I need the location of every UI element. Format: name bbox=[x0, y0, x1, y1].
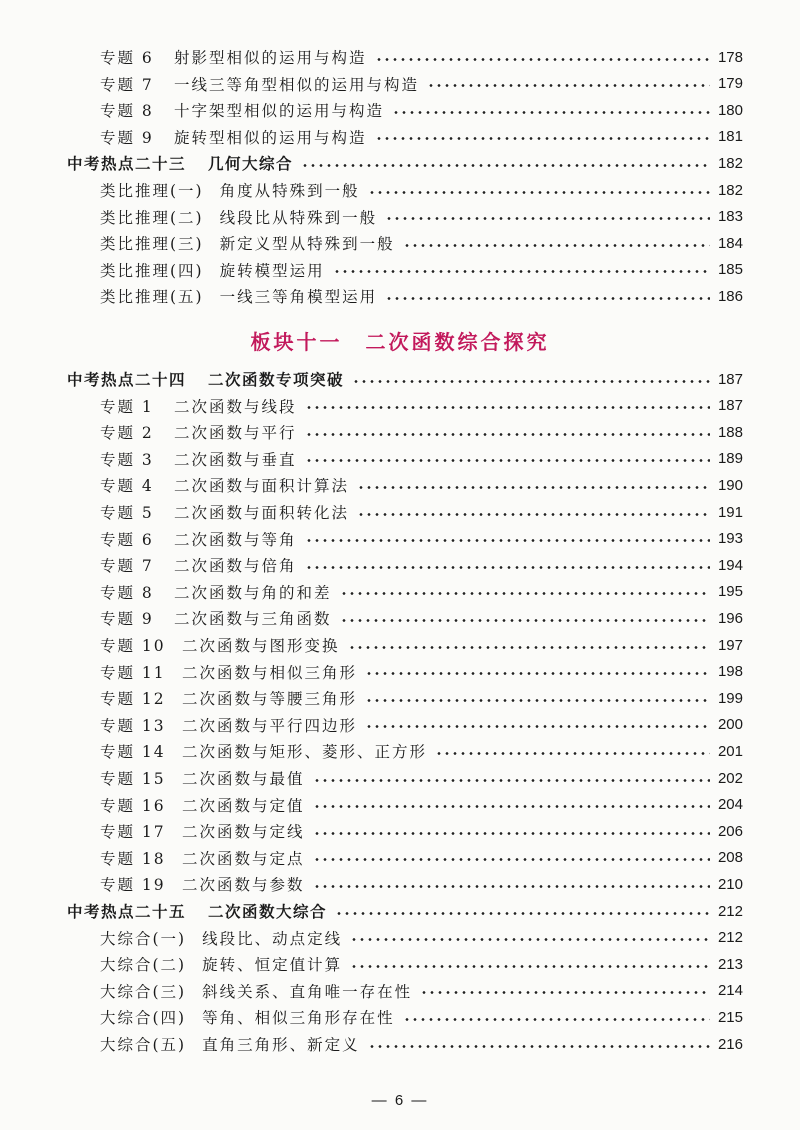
toc-entry bbox=[100, 527, 743, 551]
toc-entry-label: 专题 1 bbox=[100, 397, 154, 416]
toc-entry-page-number: 188 bbox=[717, 423, 743, 441]
toc-entry bbox=[100, 1032, 743, 1056]
toc-entry-label: 中考热点二十三 bbox=[67, 154, 187, 174]
toc-entry-page-number: 189 bbox=[717, 450, 743, 468]
toc-entry-page-number: 198 bbox=[717, 663, 743, 681]
toc-entry-title: 二次函数与图形变换 bbox=[182, 637, 340, 655]
toc-entry-page-number: 197 bbox=[717, 636, 743, 654]
dot-leader bbox=[340, 592, 710, 595]
dot-leader bbox=[403, 244, 710, 247]
toc-entry-page-number: 195 bbox=[717, 583, 743, 601]
toc-entry-title: 二次函数与线段 bbox=[174, 397, 297, 416]
toc-entry-label: 专题 18 bbox=[100, 849, 166, 868]
toc-entry-title: 二次函数与角的和差 bbox=[174, 583, 332, 602]
toc-entry bbox=[100, 473, 743, 497]
dot-leader bbox=[335, 912, 710, 915]
toc-entry-page-number: 196 bbox=[717, 609, 743, 627]
dot-leader bbox=[305, 539, 710, 542]
toc-entry-label: 大综合(四) bbox=[100, 1009, 187, 1028]
toc-entry-label: 专题 19 bbox=[100, 876, 166, 895]
toc-entry bbox=[100, 500, 743, 524]
toc-section-heading bbox=[67, 151, 743, 175]
toc-entry bbox=[100, 394, 743, 418]
toc-entry-page-number: 206 bbox=[717, 822, 743, 840]
toc-entry-page-number: 181 bbox=[717, 128, 743, 146]
dot-leader bbox=[305, 566, 710, 569]
toc-entry-label: 专题 4 bbox=[100, 477, 154, 496]
toc-entry-label: 专题 2 bbox=[100, 424, 154, 443]
toc-entry-title: 二次函数大综合 bbox=[208, 902, 328, 921]
toc-entry-label: 大综合(三) bbox=[100, 982, 187, 1001]
toc-entry bbox=[100, 284, 743, 308]
toc-entry-page-number: 194 bbox=[717, 556, 743, 574]
toc-entry-title: 二次函数与平行四边形 bbox=[182, 716, 358, 735]
toc-entry-label: 中考热点二十四 bbox=[67, 370, 187, 389]
toc-entry-page-number: 187 bbox=[717, 397, 743, 415]
toc-entry-page-number: 179 bbox=[717, 75, 743, 93]
toc-entry-title: 旋转模型运用 bbox=[219, 261, 325, 280]
toc-entry bbox=[100, 447, 743, 471]
dot-leader bbox=[305, 406, 710, 409]
toc-entry bbox=[100, 979, 743, 1003]
toc-entry-page-number: 187 bbox=[717, 370, 743, 388]
toc-entry-label: 专题 11 bbox=[100, 663, 166, 682]
toc-entry-title: 线段比从特殊到一般 bbox=[219, 208, 378, 227]
toc-entry-label: 大综合(二) bbox=[100, 956, 187, 975]
dot-leader bbox=[305, 459, 710, 462]
toc-section-heading bbox=[67, 899, 743, 923]
dot-leader bbox=[352, 380, 710, 383]
toc-entry-title: 射影型相似的运用与构造 bbox=[174, 49, 367, 67]
toc-entry bbox=[100, 926, 743, 950]
toc-entry-page-number: 213 bbox=[717, 955, 743, 973]
toc-entry-label: 专题 9 bbox=[100, 610, 154, 629]
toc-entry bbox=[100, 793, 743, 817]
toc-entry-title: 新定义型从特殊到一般 bbox=[219, 235, 395, 254]
block-title: 板块十一 二次函数综合探究 bbox=[250, 330, 550, 354]
toc-entry-title: 直角三角形、新定义 bbox=[202, 1036, 360, 1054]
toc-entry bbox=[100, 98, 743, 122]
dot-leader bbox=[365, 725, 710, 728]
toc-entry-page-number: 178 bbox=[717, 48, 743, 66]
toc-entry bbox=[100, 1005, 743, 1029]
toc-entry-title: 二次函数与定点 bbox=[182, 849, 305, 868]
dot-leader bbox=[392, 111, 710, 114]
dot-leader bbox=[427, 84, 710, 87]
dot-leader bbox=[305, 433, 710, 436]
dot-leader bbox=[340, 619, 710, 622]
toc-entry bbox=[100, 606, 743, 630]
toc-entry bbox=[100, 553, 743, 577]
toc-entry-page-number: 215 bbox=[717, 1008, 743, 1026]
dot-leader bbox=[375, 137, 710, 140]
toc-entry-title: 二次函数专项突破 bbox=[208, 370, 345, 389]
toc-section-heading bbox=[67, 367, 743, 391]
dot-leader bbox=[365, 672, 710, 675]
toc-entry-title: 二次函数与参数 bbox=[182, 876, 305, 895]
toc-entry-label: 专题 10 bbox=[100, 637, 166, 655]
toc-entry-label: 大综合(五) bbox=[100, 1036, 187, 1054]
toc-entry-label: 专题 15 bbox=[100, 770, 166, 788]
toc-entry-label: 专题 12 bbox=[100, 690, 166, 709]
toc-entry-title: 二次函数与定线 bbox=[182, 823, 305, 842]
dot-leader bbox=[385, 217, 710, 220]
toc-entry-label: 专题 3 bbox=[100, 450, 154, 469]
toc-entry-label: 专题 6 bbox=[100, 49, 154, 67]
toc-entry-label: 类比推理(五) bbox=[100, 288, 204, 307]
toc-entry-title: 二次函数与垂直 bbox=[174, 450, 297, 469]
toc-entry bbox=[100, 420, 743, 444]
toc-entry-label: 专题 7 bbox=[100, 75, 154, 94]
toc-entry-label: 专题 8 bbox=[100, 102, 154, 121]
toc-entry-page-number: 216 bbox=[717, 1035, 743, 1053]
toc-entry-page-number: 183 bbox=[717, 208, 743, 226]
dot-leader bbox=[313, 885, 710, 888]
dot-leader bbox=[350, 965, 710, 968]
toc-entry-page-number: 193 bbox=[717, 530, 743, 548]
toc-entry-page-number: 191 bbox=[717, 503, 743, 521]
toc-entry-page-number: 201 bbox=[717, 742, 743, 760]
toc-entry-label: 专题 8 bbox=[100, 583, 154, 602]
toc-entry-page-number: 204 bbox=[717, 796, 743, 814]
toc-entry-title: 线段比、动点定线 bbox=[202, 929, 343, 948]
toc-entry bbox=[100, 872, 743, 896]
toc-entry-page-number: 210 bbox=[717, 875, 743, 893]
toc-entry-title: 旋转型相似的运用与构造 bbox=[174, 128, 367, 147]
toc-entry-page-number: 180 bbox=[717, 101, 743, 119]
dot-leader bbox=[313, 858, 710, 861]
page-number-footer: — 6 — bbox=[371, 1092, 429, 1109]
toc-entry-title: 几何大综合 bbox=[208, 154, 294, 174]
toc-entry-label: 专题 5 bbox=[100, 504, 154, 522]
toc-entry-label: 专题 16 bbox=[100, 796, 166, 815]
toc-entry-title: 二次函数与面积转化法 bbox=[174, 504, 350, 522]
toc-entry bbox=[100, 231, 743, 255]
toc-entry bbox=[100, 633, 743, 657]
toc-entry-page-number: 186 bbox=[717, 287, 743, 305]
toc-entry bbox=[100, 766, 743, 790]
dot-leader bbox=[365, 699, 710, 702]
toc-entry-label: 专题 17 bbox=[100, 823, 166, 842]
toc-entry-page-number: 212 bbox=[717, 929, 743, 947]
toc-entry-page-number: 182 bbox=[717, 181, 743, 199]
toc-entry-title: 二次函数与面积计算法 bbox=[174, 477, 350, 496]
toc-entry bbox=[100, 819, 743, 843]
toc-entry-page-number: 202 bbox=[717, 769, 743, 787]
dot-leader bbox=[375, 58, 710, 61]
dot-leader bbox=[385, 297, 710, 300]
toc-entry-page-number: 184 bbox=[717, 234, 743, 252]
toc-entry-label: 类比推理(二) bbox=[100, 208, 204, 227]
toc-entry-page-number: 214 bbox=[717, 982, 743, 1000]
dot-leader bbox=[313, 805, 710, 808]
dot-leader bbox=[368, 1045, 710, 1048]
toc-entry bbox=[100, 713, 743, 737]
toc-entry bbox=[100, 205, 743, 229]
toc-entry bbox=[100, 580, 743, 604]
toc-entry-label: 中考热点二十五 bbox=[67, 902, 187, 921]
toc-entry-label: 类比推理(四) bbox=[100, 261, 204, 280]
toc-entry-title: 二次函数与相似三角形 bbox=[182, 663, 358, 682]
toc-entry bbox=[100, 846, 743, 870]
dot-leader bbox=[403, 1018, 710, 1021]
toc-entry-page-number: 200 bbox=[717, 716, 743, 734]
toc-entry bbox=[100, 660, 743, 684]
toc-entry-label: 专题 14 bbox=[100, 743, 166, 762]
toc-entry-title: 十字架型相似的运用与构造 bbox=[174, 102, 385, 121]
toc-entry-page-number: 208 bbox=[717, 849, 743, 867]
toc-entry bbox=[100, 686, 743, 710]
toc-entry-label: 类比推理(一) bbox=[100, 182, 204, 200]
dot-leader bbox=[420, 991, 710, 994]
dot-leader bbox=[435, 752, 710, 755]
toc-entry-label: 专题 6 bbox=[100, 530, 154, 549]
toc-entry bbox=[100, 739, 743, 763]
toc-entry bbox=[100, 178, 743, 202]
toc-entry-title: 二次函数与最值 bbox=[182, 770, 305, 788]
toc-entry bbox=[100, 258, 743, 282]
toc-entry-page-number: 185 bbox=[717, 261, 743, 279]
dot-leader bbox=[348, 646, 710, 649]
toc-entry bbox=[100, 72, 743, 96]
toc-entry-title: 二次函数与等腰三角形 bbox=[182, 690, 358, 709]
toc-entry-page-number: 190 bbox=[717, 476, 743, 494]
dot-leader bbox=[357, 486, 710, 489]
dot-leader bbox=[368, 191, 710, 194]
toc-entry-title: 二次函数与矩形、菱形、正方形 bbox=[182, 743, 428, 762]
toc-entry-page-number: 212 bbox=[717, 902, 743, 920]
toc-entry-title: 二次函数与等角 bbox=[174, 530, 297, 549]
dot-leader bbox=[357, 513, 710, 516]
toc-entry-title: 旋转、恒定值计算 bbox=[202, 956, 343, 975]
toc-entry-title: 等角、相似三角形存在性 bbox=[202, 1009, 395, 1028]
toc-entry-label: 专题 13 bbox=[100, 716, 166, 735]
toc-entry-title: 二次函数与倍角 bbox=[174, 557, 297, 576]
toc-entry bbox=[100, 125, 743, 149]
toc-entry-title: 一线三等角型相似的运用与构造 bbox=[174, 75, 420, 94]
dot-leader bbox=[350, 938, 710, 941]
toc-entry-page-number: 199 bbox=[717, 689, 743, 707]
toc-entry-page-number: 182 bbox=[717, 154, 743, 172]
dot-leader bbox=[313, 779, 710, 782]
dot-leader bbox=[333, 270, 710, 273]
dot-leader bbox=[301, 164, 710, 167]
toc-entry-label: 类比推理(三) bbox=[100, 235, 204, 254]
dot-leader bbox=[313, 832, 710, 835]
toc-entry-label: 专题 9 bbox=[100, 128, 154, 147]
toc-entry-label: 专题 7 bbox=[100, 557, 154, 576]
toc-entry-title: 二次函数与平行 bbox=[174, 424, 297, 443]
toc-entry-title: 二次函数与定值 bbox=[182, 796, 305, 815]
toc-entry bbox=[100, 952, 743, 976]
toc-entry-title: 二次函数与三角函数 bbox=[174, 610, 332, 629]
toc-entry-label: 大综合(一) bbox=[100, 929, 187, 948]
toc-entry bbox=[100, 45, 743, 69]
toc-entry-title: 一线三等角模型运用 bbox=[219, 288, 378, 307]
toc-entry-title: 斜线关系、直角唯一存在性 bbox=[202, 982, 413, 1001]
toc-entry-title: 角度从特殊到一般 bbox=[219, 182, 360, 200]
